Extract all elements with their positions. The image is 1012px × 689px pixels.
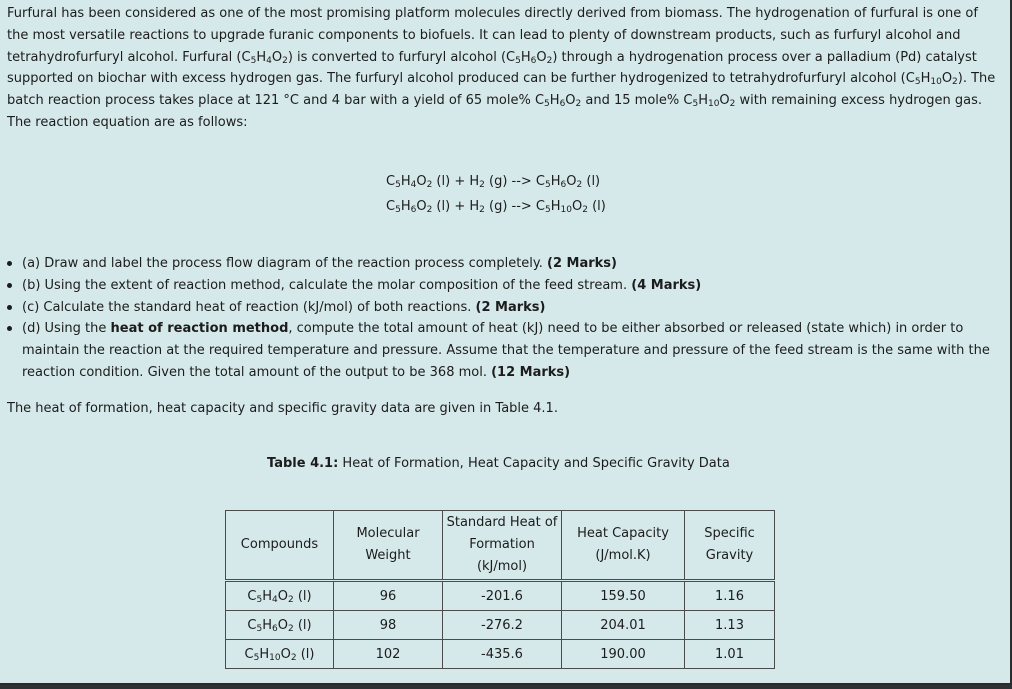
cell-heat-of-formation: -201.6 <box>443 581 562 611</box>
reaction-equation-2: $C_5H_6O_2$ $(l) + H_2$ (g) --> $C_5H_{10}O_2$ (l) <box>386 199 606 215</box>
header-compounds: Compounds <box>226 511 334 581</box>
table-caption-text: Heat of Formation, Heat Capacity and Specific Gravity Data <box>338 456 730 471</box>
cell-specific-gravity: 1.01 <box>685 640 775 669</box>
reaction-equations <box>386 169 606 219</box>
header-molecular-weight: Molecular Weight <box>334 511 443 581</box>
data-reference-note: The heat of formation, heat capacity and specific gravity data are given in Table 4.1. <box>7 401 558 416</box>
task-item-a: (a) Draw and label the process flow diagram of the reaction process completely. (2 Marks) <box>6 253 996 275</box>
properties-table <box>225 510 775 669</box>
task-item-c: (c) Calculate the standard heat of reaction (kJ/mol) of both reactions. (2 Marks) <box>6 297 996 319</box>
cell-heat-of-formation: -435.6 <box>443 640 562 669</box>
header-specific-gravity: Specific Gravity <box>685 511 775 581</box>
cell-compound: $C_5H_{10}O_2$ (l) <box>226 640 334 669</box>
task-item-b: (b) Using the extent of reaction method, calculate the molar composition of the feed stream. (4 Marks) <box>6 275 996 297</box>
reaction-equation-1: $C_5H_4O_2$ $(l) + H_2$ (g) --> $C_5H_6O_2$ (l) <box>386 174 601 190</box>
task-list <box>6 253 996 384</box>
cell-compound: $C_5H_4O_2$ (l) <box>226 581 334 611</box>
table-row <box>226 581 775 611</box>
cell-compound: $C_5H_6O_2$ (l) <box>226 611 334 640</box>
header-heat-capacity: Heat Capacity (J/mol.K) <box>562 511 685 581</box>
table-row <box>226 640 775 669</box>
task-item-d: (d) Using the heat of reaction method, compute the total amount of heat (kJ) need to be either absorbed or released (state which) in order to maintain the reaction at the required temperature and pressure. Assume that the temperature and pressure of the feed stream is the same with the reaction condition. Given the total amount of the output to be 368 mol. (12 Marks) <box>6 318 996 383</box>
table-caption-label: Table 4.1: <box>267 456 339 471</box>
cell-molecular-weight: 102 <box>334 640 443 669</box>
cell-heat-capacity: 190.00 <box>562 640 685 669</box>
cell-molecular-weight: 98 <box>334 611 443 640</box>
cell-specific-gravity: 1.13 <box>685 611 775 640</box>
cell-specific-gravity: 1.16 <box>685 581 775 611</box>
cell-heat-of-formation: -276.2 <box>443 611 562 640</box>
intro-paragraph: Furfural has been considered as one of the most promising platform molecules directly derived from biomass. The hydrogenation of furfural is one of the most versatile reactions to upgrade furanic components to biofuels. It can lead to plenty of downstream products, such as furfuryl alcohol and tetrahydrofurfuryl alcohol. Furfural $(C_5H_4O_2)$ is converted to furfuryl alcohol $(C_5H_6O_2)$ through a hydrogenation process over a palladium (Pd) catalyst supported on biochar with excess hydrogen gas. The furfuryl alcohol produced can be further hydrogenized to tetrahydrofurfuryl alcohol $(C_5H_{10}O_2)$. The batch reaction process takes place at 121 °C and 4 bar with a yield of 65 mole% $C_5H_6O_2$ and 15 mole% $C_5H_{10}O_2$ with remaining excess hydrogen gas. The reaction equation are as follows: <box>7 6 996 130</box>
table-row <box>226 611 775 640</box>
table-caption <box>267 454 730 474</box>
cell-molecular-weight: 96 <box>334 581 443 611</box>
window-bottom-edge <box>0 685 1012 689</box>
header-heat-of-formation: Standard Heat of Formation (kJ/mol) <box>443 511 562 581</box>
cell-heat-capacity: 159.50 <box>562 581 685 611</box>
table-header-row <box>226 511 775 581</box>
cell-heat-capacity: 204.01 <box>562 611 685 640</box>
